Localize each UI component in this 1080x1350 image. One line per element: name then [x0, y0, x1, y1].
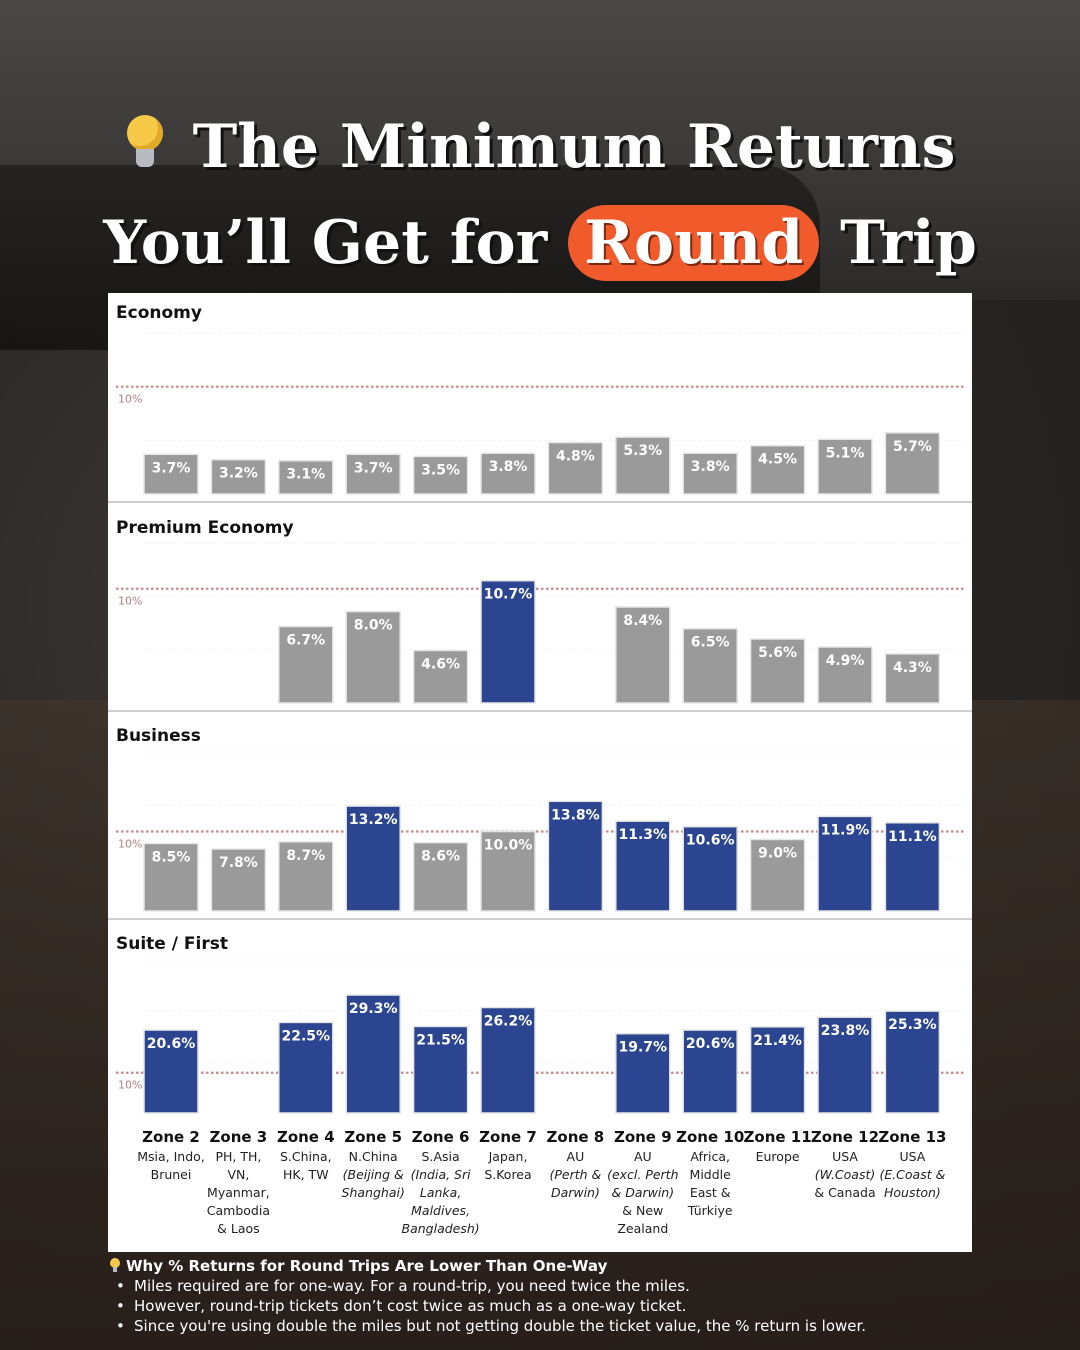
chart-title: Business: [116, 726, 201, 746]
chart-panel: [108, 293, 972, 1252]
region-label: & Darwin): [611, 1185, 675, 1200]
data-label: 11.9%: [820, 822, 870, 839]
region-label: Middle: [689, 1167, 731, 1182]
zone-label: Zone 10: [676, 1128, 745, 1146]
data-label: 13.2%: [348, 812, 398, 829]
region-label: HK, TW: [283, 1167, 329, 1182]
zone-label: Zone 7: [479, 1128, 537, 1146]
region-label: (India, Sri: [410, 1167, 471, 1182]
page-title-line1: [0, 112, 1080, 182]
data-label: 26.2%: [483, 1013, 533, 1030]
region-label: S.China,: [280, 1149, 332, 1164]
region-label: Zealand: [617, 1221, 669, 1236]
note-item: • However, round-trip tickets don’t cost twice as much as a one-way ticket.: [134, 1296, 1050, 1316]
data-label: 4.5%: [758, 451, 798, 468]
data-label: 4.6%: [421, 656, 461, 673]
lightbulb-icon: [110, 1258, 120, 1272]
data-label: 20.6%: [146, 1036, 196, 1053]
region-label: S.Korea: [484, 1167, 532, 1182]
data-label: 4.9%: [825, 653, 865, 669]
region-label: East &: [689, 1185, 731, 1200]
lightbulb-icon: [125, 115, 165, 173]
notes-title: [110, 1256, 1050, 1276]
data-label: 8.7%: [286, 847, 326, 864]
region-label: Türkiye: [687, 1203, 733, 1218]
notes-section: [110, 1256, 1050, 1336]
data-label: 25.3%: [888, 1017, 937, 1034]
zone-label: Zone 13: [878, 1128, 947, 1146]
data-label: 8.4%: [623, 613, 663, 629]
reference-label: 10%: [118, 837, 143, 851]
region-label: Japan,: [488, 1149, 528, 1164]
zone-label: Zone 6: [411, 1128, 470, 1146]
data-label: 3.8%: [690, 459, 730, 476]
reference-label: 10%: [118, 392, 143, 406]
reference-label: 10%: [118, 594, 143, 608]
zone-label: Zone 5: [344, 1128, 403, 1146]
data-label: 11.1%: [888, 828, 937, 845]
data-label: 3.2%: [218, 465, 258, 482]
zone-label: Zone 3: [209, 1128, 268, 1146]
region-label: S.Asia: [421, 1149, 460, 1164]
region-label: Houston): [883, 1185, 941, 1200]
region-label: (Beijing &: [342, 1167, 404, 1182]
chart-title: Economy: [116, 303, 202, 323]
note-item: • Since you're using double the miles but not getting double the ticket value, the % return is lower.: [134, 1316, 1050, 1336]
data-label: 3.5%: [421, 462, 461, 479]
data-label: 9.0%: [758, 845, 798, 862]
data-label: 21.5%: [416, 1032, 465, 1049]
region-label: Myanmar,: [207, 1185, 270, 1200]
zone-label: Zone 8: [546, 1128, 605, 1146]
data-label: 4.3%: [892, 659, 932, 676]
note-item: • Miles required are for one-way. For a round-trip, you need twice the miles.: [134, 1276, 1050, 1296]
zone-label: Zone 12: [810, 1128, 880, 1146]
data-label: 4.8%: [555, 448, 595, 465]
region-label: (excl. Perth: [607, 1167, 679, 1182]
region-label: VN,: [227, 1167, 250, 1182]
page-title-line2: [0, 205, 1080, 281]
data-label: 5.7%: [892, 438, 932, 455]
data-label: 8.5%: [151, 849, 191, 866]
region-label: Brunei: [150, 1167, 192, 1182]
region-label: N.China: [348, 1149, 398, 1164]
data-label: 10.7%: [483, 586, 533, 603]
data-label: 3.7%: [353, 460, 393, 477]
data-label: 8.0%: [353, 617, 393, 634]
region-label: Bangladesh): [401, 1221, 480, 1236]
data-label: 3.8%: [488, 459, 528, 476]
zone-label: Zone 11: [743, 1128, 812, 1146]
region-label: Msia, Indo,: [137, 1149, 205, 1164]
data-label: 19.7%: [618, 1039, 668, 1056]
region-label: (W.Coast): [814, 1167, 876, 1182]
region-label: USA: [832, 1149, 858, 1164]
region-label: (Perth &: [549, 1167, 602, 1182]
data-label: 8.6%: [421, 848, 461, 865]
chart-title: Premium Economy: [116, 518, 294, 538]
region-label: Darwin): [550, 1185, 600, 1200]
region-label: & Canada: [814, 1185, 876, 1200]
data-label: 5.6%: [758, 645, 798, 661]
title-highlight-pill: Round: [568, 205, 819, 281]
region-label: AU: [566, 1149, 585, 1164]
data-label: 23.8%: [820, 1023, 870, 1040]
data-label: 10.6%: [685, 832, 735, 849]
title-line2-post: Trip: [840, 208, 977, 278]
title-line1-text: The Minimum Returns: [192, 112, 956, 182]
data-label: 3.1%: [286, 466, 326, 483]
notes-title-text: Why % Returns for Round Trips Are Lower Than One-Way: [126, 1257, 608, 1275]
bar-charts: [108, 293, 972, 1252]
data-label: 22.5%: [281, 1028, 331, 1045]
title-line2-pre: You’ll Get for: [103, 208, 548, 278]
region-label: & Laos: [217, 1221, 260, 1236]
data-label: 21.4%: [753, 1032, 802, 1049]
data-label: 13.8%: [551, 807, 600, 824]
data-label: 5.1%: [825, 445, 865, 462]
region-label: PH, TH,: [215, 1149, 262, 1164]
data-label: 6.5%: [690, 634, 730, 651]
zone-label: Zone 2: [142, 1128, 200, 1146]
region-label: Europe: [755, 1149, 800, 1164]
region-label: Lanka,: [419, 1185, 462, 1200]
data-label: 11.3%: [618, 827, 668, 844]
zone-label: Zone 9: [613, 1128, 672, 1146]
data-label: 7.8%: [218, 854, 258, 871]
notes-list: [110, 1276, 1050, 1336]
region-label: Maldives,: [411, 1203, 471, 1218]
data-label: 6.7%: [286, 632, 326, 649]
region-label: Cambodia: [206, 1203, 271, 1218]
zone-label: Zone 4: [276, 1128, 335, 1146]
data-label: 5.3%: [623, 443, 663, 460]
region-label: AU: [633, 1149, 652, 1164]
data-label: 20.6%: [685, 1036, 735, 1053]
reference-label: 10%: [118, 1078, 143, 1092]
data-label: 29.3%: [348, 1001, 398, 1018]
region-label: Africa,: [690, 1149, 731, 1164]
region-label: (E.Coast &: [879, 1167, 946, 1182]
region-label: Shanghai): [341, 1185, 405, 1200]
data-label: 10.0%: [483, 837, 533, 854]
chart-title: Suite / First: [116, 934, 228, 954]
data-label: 3.7%: [151, 460, 191, 477]
region-label: & New: [622, 1203, 664, 1218]
region-label: USA: [899, 1149, 926, 1164]
